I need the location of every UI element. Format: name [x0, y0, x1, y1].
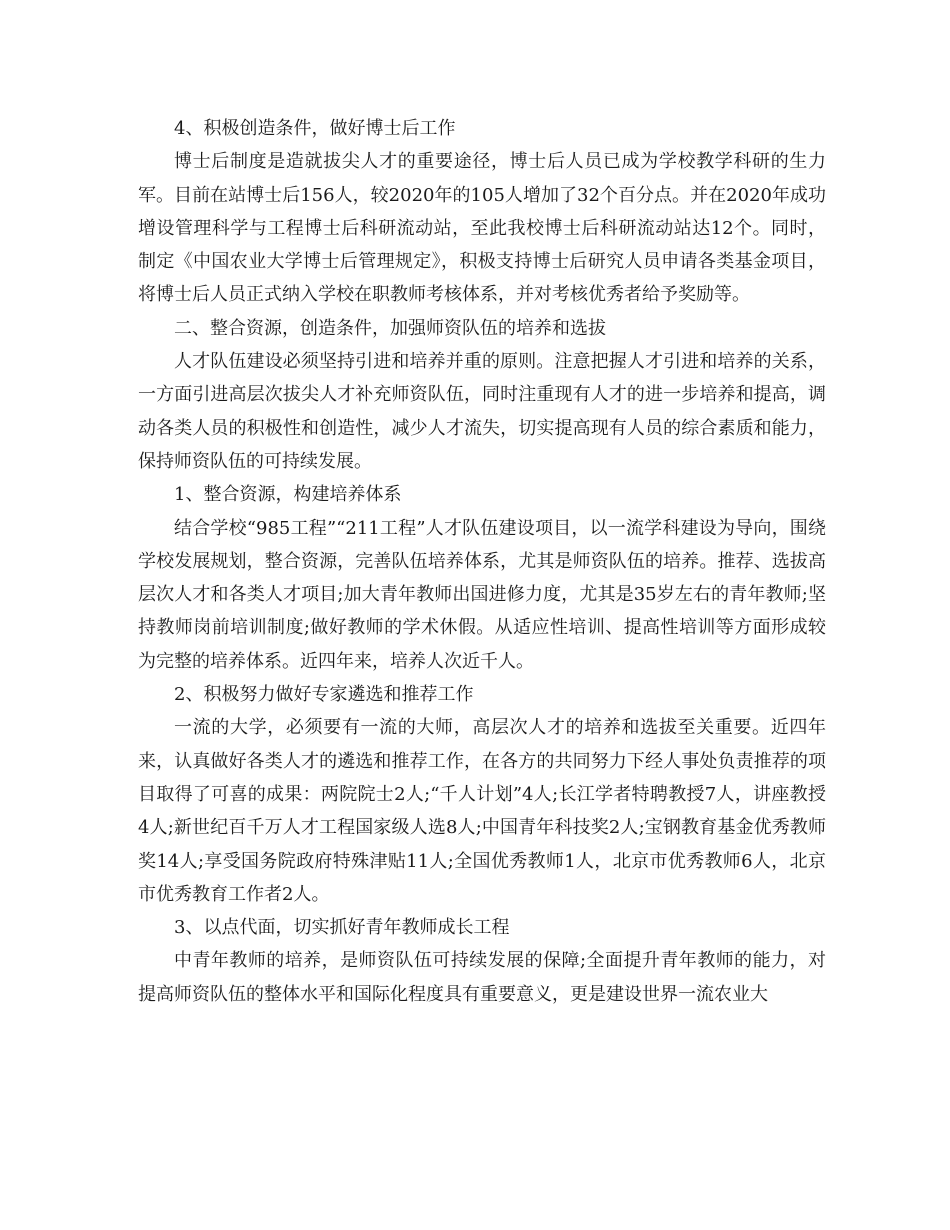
document-body	[138, 112, 826, 1011]
paragraph-talent-team: 人才队伍建设必须坚持引进和培养并重的原则。注意把握人才引进和培养的关系，一方面引进高层次拔尖人才补充师资队伍，同时注重现有人才的进一步培养和提高，调动各类人员的积极性和创造性，减少人才流失，切实提高现有人员的综合素质和能力，保持师资队伍的可持续发展。	[138, 351, 826, 472]
section-heading-young-teachers: 3、以点代面，切实抓好青年教师成长工程	[174, 917, 510, 939]
section-heading-expert-selection: 2、积极努力做好专家遴选和推荐工作	[174, 684, 474, 706]
section-heading-training-system: 1、整合资源，构建培养体系	[174, 484, 402, 506]
section-heading-integrate-resources: 二、整合资源，创造条件，加强师资队伍的培养和选拔	[174, 317, 606, 339]
paragraph-training-system: 结合学校“985工程”“211工程”人才队伍建设项目，以一流学科建设为导向，围绕学校发展规划，整合资源，完善队伍培养体系，尤其是师资队伍的培养。推荐、选拔高层次人才和各类人才项目;加大青年教师出国进修力度，尤其是35岁左右的青年教师;坚持教师岗前培训制度;做好教师的学术休假。从适应性培训、提高性培训等方面形成较为完整的培养体系。近四年来，培养人次近千人。	[138, 517, 826, 672]
paragraph-expert-selection: 一流的大学，必须要有一流的大师，高层次人才的培养和选拔至关重要。近四年来，认真做好各类人才的遴选和推荐工作，在各方的共同努力下经人事处负责推荐的项目取得了可喜的成果：两院院士2人;“千人计划”4人;长江学者特聘教授7人，讲座教授4人;新世纪百千万人才工程国家级人选8人;中国青年科技奖2人;宝钢教育基金优秀教师奖14人;享受国务院政府特殊津贴11人;全国优秀教师1人，北京市优秀教师6人，北京市优秀教育工作者2人。	[138, 717, 826, 905]
paragraph-postdoc: 博士后制度是造就拔尖人才的重要途径，博士后人员已成为学校教学科研的生力军。目前在站博士后156人，较2020年的105人增加了32个百分点。并在2020年成功增设管理科学与工程博士后科研流动站，至此我校博士后科研流动站达12个。同时，制定《中国农业大学博士后管理规定》，积极支持博士后研究人员申请各类基金项目，将博士后人员正式纳入学校在职教师考核体系，并对考核优秀者给予奖励等。	[138, 151, 826, 306]
paragraph-young-teachers: 中青年教师的培养，是师资队伍可持续发展的保障;全面提升青年教师的能力，对提高师资队伍的整体水平和国际化程度具有重要意义，更是建设世界一流农业大	[138, 950, 826, 1005]
section-heading-postdoc: 4、积极创造条件，做好博士后工作	[174, 118, 456, 139]
